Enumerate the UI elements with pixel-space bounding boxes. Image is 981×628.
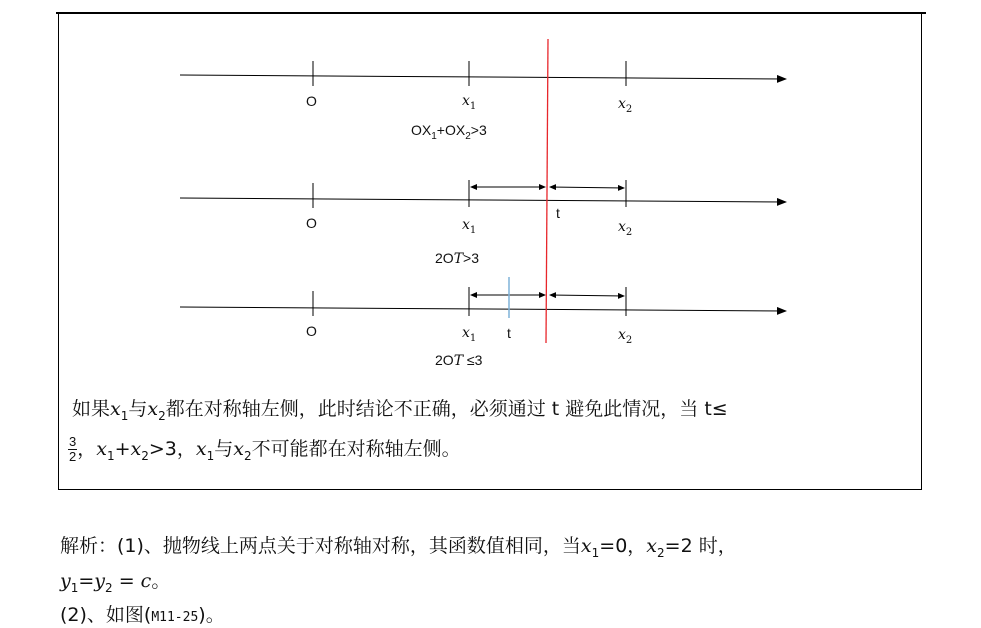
origin-label-2: O [306, 215, 317, 231]
caption-3: 2OT ≤3 [435, 352, 483, 369]
x1-label-2: $x_1$ [462, 217, 477, 236]
analysis-line-3: (2)、如图(M11-25)。 [60, 604, 225, 626]
x2-label-2: $x_2$ [618, 219, 633, 238]
dist-arrow-right-3 [550, 295, 624, 296]
t-label-2: t [556, 205, 560, 221]
origin-label-3: O [306, 323, 317, 339]
caption-1: $OX_1+OX_2>3$ [411, 122, 487, 142]
dist-arrow-right-2 [550, 187, 624, 188]
symmetry-axis-line [546, 39, 548, 343]
note-line-1: 如果$x_1$与$x_2$都在对称轴左侧，此时结论不正确，必须通过 t 避免此情况，当 t≤ [72, 398, 728, 423]
number-line-3 [180, 307, 786, 311]
origin-label-1: O [306, 93, 317, 109]
x1-label-1: $x_1$ [462, 93, 477, 112]
t-label-3: t [507, 325, 511, 341]
note-line-2: $\frac{3}{2}$ ，$x_1+x_2>3$，$x_1$与$x_2$不可能都在对称轴左侧。 [69, 434, 461, 464]
analysis-line-1: 解析：(1)、抛物线上两点关于对称轴对称，其函数值相同，当$x_1=0$，$x_2=2$ 时， [60, 535, 737, 560]
x2-label-3: $x_2$ [618, 327, 633, 346]
three-halves-fraction: $\frac{3}{2}$ [69, 434, 77, 464]
x2-label-1: $x_2$ [618, 96, 633, 115]
analysis-line-2: $y_1=y_2 = c$。 [60, 570, 171, 595]
number-line-1 [180, 75, 786, 79]
number-line-2 [180, 198, 786, 202]
caption-2: 2OT>3 [435, 250, 479, 267]
x1-label-3: $x_1$ [462, 325, 477, 344]
